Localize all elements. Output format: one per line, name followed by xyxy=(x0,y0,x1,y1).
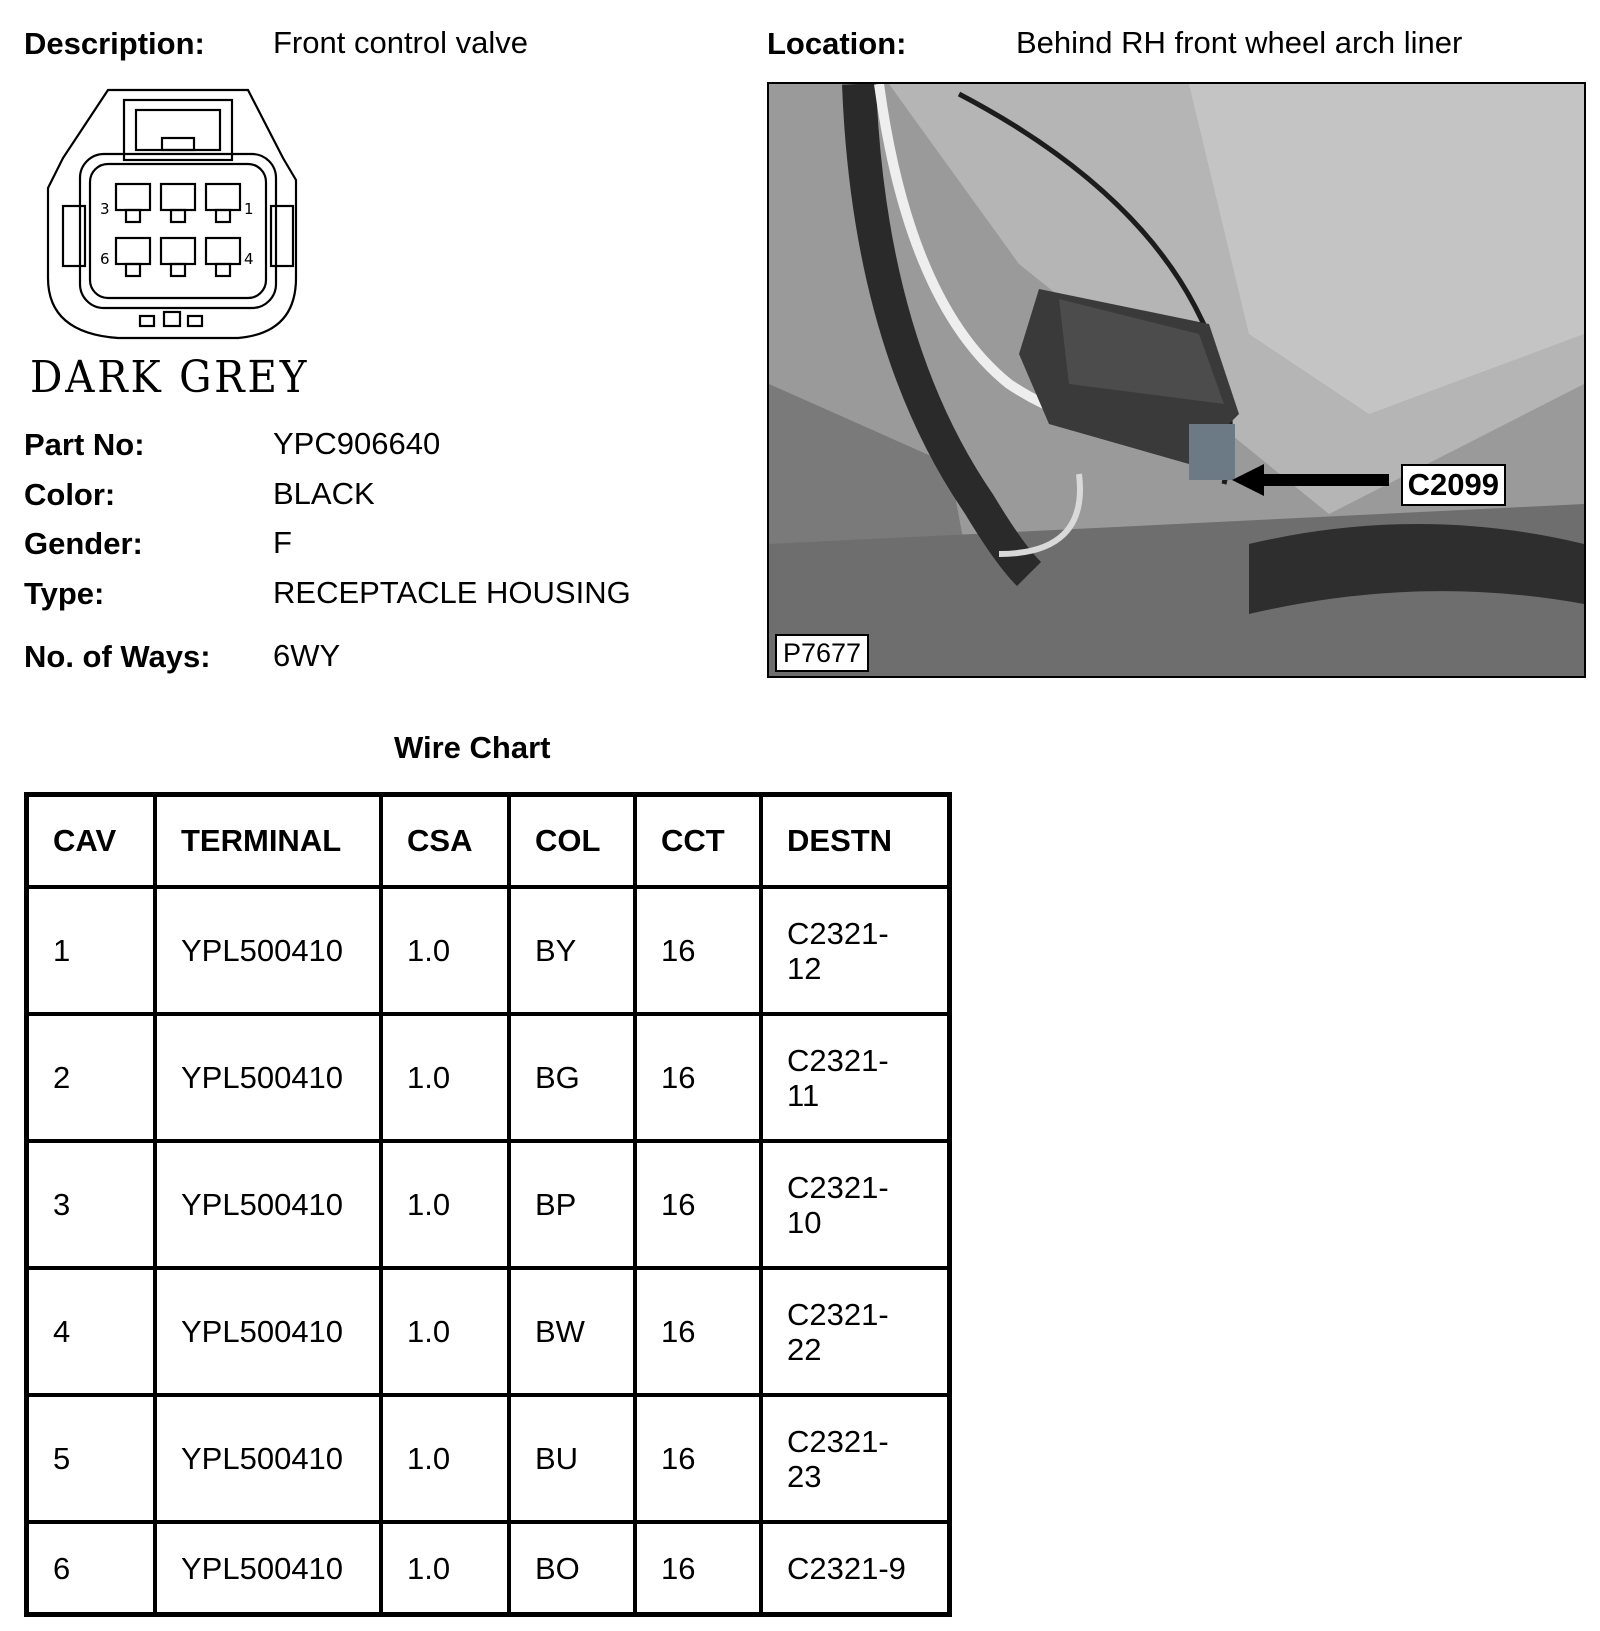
table-row xyxy=(27,887,950,1014)
table-row xyxy=(27,1395,950,1522)
pin-label-1: 1 xyxy=(244,200,254,218)
cell-terminal: YPL500410 xyxy=(155,1141,381,1268)
cell-cct: 16 xyxy=(635,1395,761,1522)
cell-cct: 16 xyxy=(635,1522,761,1615)
ways-label: No. of Ways: xyxy=(24,639,211,674)
cell-col: BW xyxy=(509,1268,635,1395)
cell-destn: C2321-12 xyxy=(787,915,889,986)
cell-cav: 6 xyxy=(27,1522,156,1615)
cell-csa: 1.0 xyxy=(381,1522,509,1615)
cell-terminal: YPL500410 xyxy=(155,887,381,1014)
photo-reference: P7677 xyxy=(775,634,869,672)
cell-csa: 1.0 xyxy=(381,1268,509,1395)
cell-col: BG xyxy=(509,1014,635,1141)
cell-terminal: YPL500410 xyxy=(155,1522,381,1615)
cell-destn: C2321-11 xyxy=(787,1042,889,1113)
connector-face-diagram xyxy=(38,88,318,350)
cell-csa: 1.0 xyxy=(381,887,509,1014)
cell-terminal: YPL500410 xyxy=(155,1014,381,1141)
cell-cav: 1 xyxy=(27,887,156,1014)
location-value: Behind RH front wheel arch liner xyxy=(1016,25,1463,60)
cell-csa: 1.0 xyxy=(381,1014,509,1141)
header-terminal: TERMINAL xyxy=(155,795,381,888)
header-col: COL xyxy=(509,795,635,888)
pin-label-4: 4 xyxy=(244,250,254,268)
type-value: RECEPTACLE HOUSING xyxy=(273,575,631,610)
cell-col: BY xyxy=(509,887,635,1014)
table-row xyxy=(27,1522,950,1615)
cell-cct: 16 xyxy=(635,887,761,1014)
type-label: Type: xyxy=(24,576,105,611)
location-photo xyxy=(767,82,1586,678)
cell-destn: C2321-9 xyxy=(787,1550,906,1586)
header-csa: CSA xyxy=(381,795,509,888)
header-cct: CCT xyxy=(635,795,761,888)
description-value: Front control valve xyxy=(273,25,528,60)
part-no-value: YPC906640 xyxy=(273,426,441,461)
cell-cav: 5 xyxy=(27,1395,156,1522)
table-row xyxy=(27,1268,950,1395)
cell-cct: 16 xyxy=(635,1268,761,1395)
cell-csa: 1.0 xyxy=(381,1395,509,1522)
color-label: Color: xyxy=(24,477,116,512)
pin-label-3: 3 xyxy=(100,200,110,218)
cell-cct: 16 xyxy=(635,1141,761,1268)
cell-col: BU xyxy=(509,1395,635,1522)
housing-color-text: DARK GREY xyxy=(30,352,310,403)
table-row xyxy=(27,1141,950,1268)
color-value: BLACK xyxy=(273,476,375,511)
cell-cav: 2 xyxy=(27,1014,156,1141)
cell-col: BO xyxy=(509,1522,635,1615)
wire-chart-table xyxy=(24,792,952,1617)
cell-cct: 16 xyxy=(635,1014,761,1141)
connector-callout: C2099 xyxy=(1401,464,1506,506)
cell-destn: C2321-22 xyxy=(787,1296,889,1367)
cell-col: BP xyxy=(509,1141,635,1268)
cell-destn: C2321-10 xyxy=(787,1169,889,1240)
photo-illustration xyxy=(769,84,1584,676)
cavity-row-bottom xyxy=(116,238,240,276)
cavity-row-top xyxy=(116,184,240,222)
cell-terminal: YPL500410 xyxy=(155,1395,381,1522)
cell-terminal: YPL500410 xyxy=(155,1268,381,1395)
cell-destn: C2321-23 xyxy=(787,1423,889,1494)
description-label: Description: xyxy=(24,26,205,61)
cell-cav: 4 xyxy=(27,1268,156,1395)
pin-label-6: 6 xyxy=(100,250,110,268)
table-header-row xyxy=(27,795,950,888)
gender-value: F xyxy=(273,525,292,560)
table-row xyxy=(27,1014,950,1141)
cell-csa: 1.0 xyxy=(381,1141,509,1268)
ways-value: 6WY xyxy=(273,638,341,673)
cell-cav: 3 xyxy=(27,1141,156,1268)
gender-label: Gender: xyxy=(24,526,143,561)
wire-chart-title: Wire Chart xyxy=(394,730,551,765)
location-label: Location: xyxy=(767,26,907,61)
part-no-label: Part No: xyxy=(24,427,145,462)
header-destn: DESTN xyxy=(761,795,950,888)
header-cav: CAV xyxy=(27,795,156,888)
